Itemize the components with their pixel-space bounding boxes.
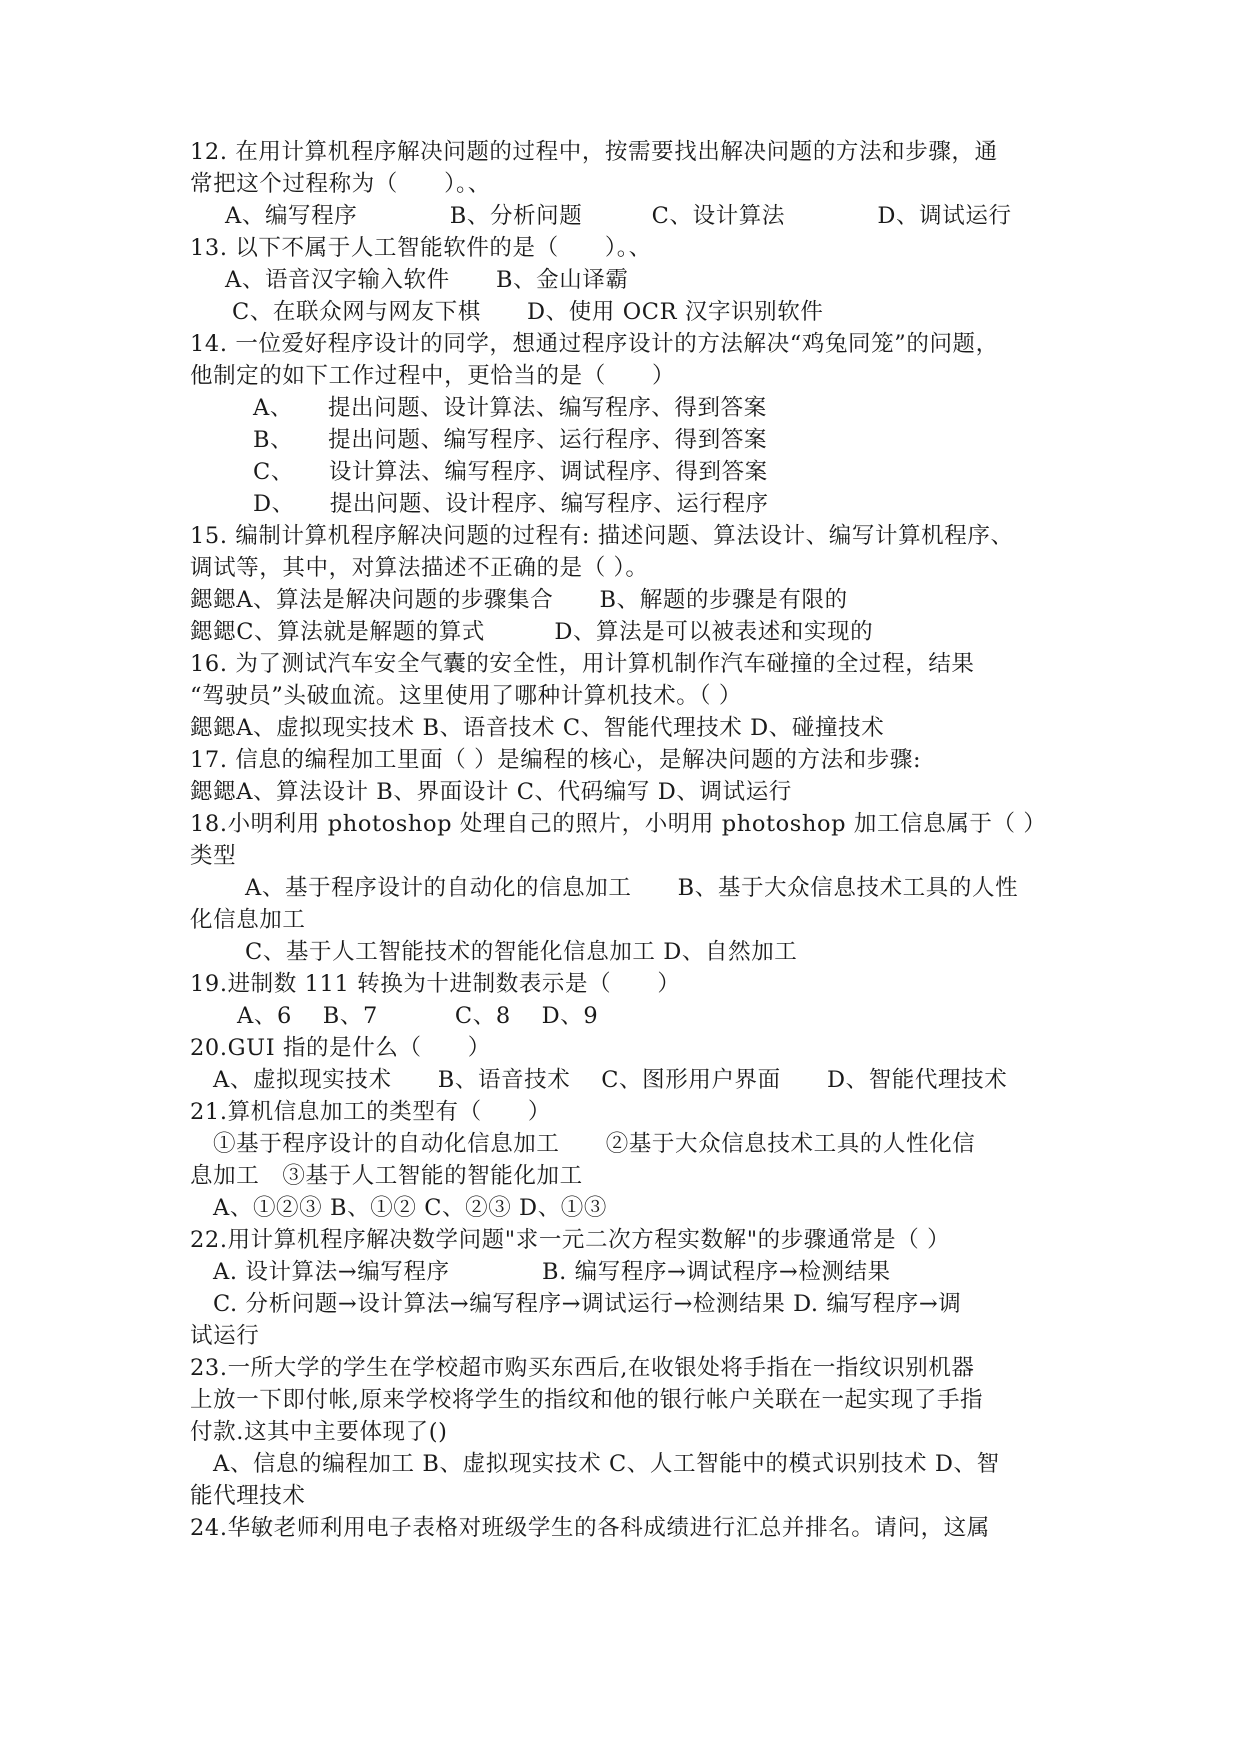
q14-stem-line2: 他制定的如下工作过程中，更恰当的是（ ） [190, 363, 676, 389]
q18-stem-line1: 18.小明利用 photoshop 处理自己的照片，小明用 photoshop 加工信息属于（ ） [190, 811, 1047, 837]
q12-options: A、编写程序 B、分析问题 C、设计算法 D、调试运行 [225, 203, 1012, 229]
q23-options-line1: A、信息的编程加工 B、虚拟现实技术 C、人工智能中的模式识别技术 D、智 [213, 1451, 1000, 1477]
q16-options: 鍶鍶A、虚拟现实技术 B、语音技术 C、智能代理技术 D、碰撞技术 [190, 715, 885, 741]
q13-options-ab: A、语音汉字输入软件 B、金山译霸 [225, 267, 629, 293]
q15-options-ab: 鍶鍶A、算法是解决问题的步骤集合 B、解题的步骤是有限的 [190, 587, 848, 613]
q19-stem: 19.进制数 111 转换为十进制数表示是（ ） [190, 971, 681, 997]
q22-stem: 22.用计算机程序解决数学问题"求一元二次方程实数解"的步骤通常是（ ） [190, 1227, 951, 1253]
q23-stem-line2: 上放一下即付帐,原来学校将学生的指纹和他的银行帐户关联在一起实现了手指 [190, 1387, 984, 1413]
q21-stem: 21.算机信息加工的类型有（ ） [190, 1099, 551, 1125]
q20-stem: 20.GUI 指的是什么（ ） [190, 1035, 491, 1061]
q20-options: A、虚拟现实技术 B、语音技术 C、图形用户界面 D、智能代理技术 [213, 1067, 1008, 1093]
q22-options-cd-line2: 试运行 [190, 1323, 260, 1349]
q23-options-line2: 能代理技术 [190, 1483, 306, 1509]
q12-stem-line1: 12. 在用计算机程序解决问题的过程中，按需要找出解决问题的方法和步骤，通 [190, 139, 998, 165]
q15-stem-line1: 15. 编制计算机程序解决问题的过程有: 描述问题、算法设计、编写计算机程序、 [190, 523, 1014, 549]
q19-options: A、6 B、7 C、8 D、9 [237, 1003, 599, 1029]
q14-stem-line1: 14. 一位爱好程序设计的同学，想通过程序设计的方法解决“鸡兔同笼”的问题， [190, 331, 999, 357]
q14-option-b: B、 提出问题、编写程序、运行程序、得到答案 [253, 427, 768, 453]
q13-stem: 13. 以下不属于人工智能软件的是（ ）。、 [190, 235, 652, 261]
q21-options: A、①②③ B、①② C、②③ D、①③ [213, 1195, 607, 1221]
q17-stem: 17. 信息的编程加工里面（ ）是编程的核心，是解决问题的方法和步骤: [190, 747, 922, 773]
q21-statements-line1: ①基于程序设计的自动化信息加工 ②基于大众信息技术工具的人性化信 [213, 1131, 976, 1157]
q16-stem-line2: “驾驶员”头破血流。这里使用了哪种计算机技术。（ ） [190, 683, 743, 709]
q21-statements-line2: 息加工 ③基于人工智能的智能化加工 [190, 1163, 583, 1189]
q17-options: 鍶鍶A、算法设计 B、界面设计 C、代码编写 D、调试运行 [190, 779, 792, 805]
q22-options-cd-line1: C. 分析问题→设计算法→编写程序→调试运行→检测结果 D. 编写程序→调 [213, 1291, 962, 1317]
q14-option-c: C、 设计算法、编写程序、调试程序、得到答案 [253, 459, 768, 485]
q18-options-cd: C、基于人工智能技术的智能化信息加工 D、自然加工 [245, 939, 798, 965]
q18-stem-line2: 类型 [190, 843, 237, 869]
q13-options-cd: C、在联众网与网友下棋 D、使用 OCR 汉字识别软件 [232, 299, 824, 325]
q22-options-ab: A. 设计算法→编写程序 B. 编写程序→调试程序→检测结果 [213, 1259, 891, 1285]
q15-options-cd: 鍶鍶C、算法就是解题的算式 D、算法是可以被表述和实现的 [190, 619, 874, 645]
q18-options-ab-line1: A、基于程序设计的自动化的信息加工 B、基于大众信息技术工具的人性 [245, 875, 1019, 901]
q18-options-ab-line2: 化信息加工 [190, 907, 306, 933]
q15-stem-line2: 调试等，其中，对算法描述不正确的是（ ）。 [190, 555, 649, 581]
q24-stem: 24.华敏老师利用电子表格对班级学生的各科成绩进行汇总并排名。请问，这属 [190, 1515, 990, 1541]
q12-stem-line2: 常把这个过程称为（ ）。、 [190, 171, 491, 197]
q14-option-a: A、 提出问题、设计算法、编写程序、得到答案 [253, 395, 767, 421]
q23-stem-line3: 付款.这其中主要体现了() [190, 1419, 448, 1445]
q23-stem-line1: 23.一所大学的学生在学校超市购买东西后,在收银处将手指在一指纹识别机器 [190, 1355, 975, 1381]
q16-stem-line1: 16. 为了测试汽车安全气囊的安全性，用计算机制作汽车碰撞的全过程，结果 [190, 651, 975, 677]
q14-option-d: D、 提出问题、设计程序、编写程序、运行程序 [253, 491, 769, 517]
